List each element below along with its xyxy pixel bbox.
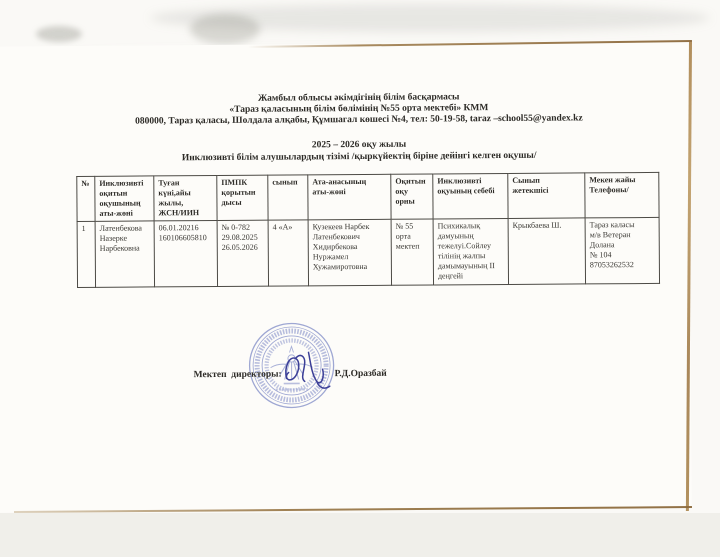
col-header-pmpk-conclusion: ПМПК қорытын дысы [217,175,268,220]
org-line-3: 080000, Тараз қаласы, Шолдала алқабы, Құмшагал көшесі №4, тел: 50-19-58, taraz –school55@yandex.kz [135,113,583,127]
document-title [0,137,719,165]
inclusive-students-table [76,172,660,288]
col-header-number: № [77,176,95,221]
director-signature-label: Мектеп директоры: [193,369,282,381]
col-header-school: Оқитын оқу орны [391,174,433,219]
table-row [77,217,659,287]
org-line-2: «Тараз қаласының білім бөлімінің №55 орта мектебі» КММ [229,103,489,115]
cell-student-name: Латенбекова Назерке Нарбековна [95,221,154,287]
col-header-address-phone: Мекен жайы Телефоны/ [585,172,659,218]
cell-school: № 55 орта мектеп [391,219,433,285]
director-signature-ink [277,347,337,393]
director-name: Р.Д.Оразбай [334,368,387,380]
cell-grade: 4 «А» [268,220,308,286]
col-header-student-name: Инклюзивті оқитын оқушының аты-жөні [95,176,154,221]
col-header-grade: сынып [268,175,308,220]
cell-number: 1 [77,221,95,287]
cell-birthdate-iin: 06.01.20216 160106605810 [154,220,217,286]
col-header-class-teacher: Сынып жетекшісі [508,173,585,219]
letterhead [0,90,719,128]
col-header-inclusion-reason: Инклюзивті оқуының себебі [433,173,508,219]
cell-class-teacher: Крыкбаева Ш. [508,218,585,285]
cell-address-phone: Тараз каласы м/в Ветеран Долана № 104 87053262532 [585,217,659,284]
cell-inclusion-reason: Психикалық дамуының тежелуі.Сойлеу тілінің жалпы дамымауының II деңгейі [433,218,508,285]
col-header-parents-name: Ата-анасының аты-жөні [308,174,391,220]
cell-parents-name: Кузекеев Нарбек Латенбекович Хидирбекова Нуржамел Хужамиротовна [308,219,391,286]
org-line-1: Жамбыл облысы әкімдігінің білім басқармасы [257,92,460,104]
list-title-line: Инклюзивті білім алушылардың тізімі /қыркүйектің біріне дейінгі келген оқушы/ [181,150,537,163]
table-header-row [77,172,659,221]
cell-pmpk-conclusion: № 0-782 29.08.2025 26.05.2026 [217,220,268,286]
school-year-line: 2025 – 2026 оқу жылы [311,139,407,151]
col-header-birthdate-iin: Туған күні,айы жылы, ЖСН/ИИН [154,175,217,220]
